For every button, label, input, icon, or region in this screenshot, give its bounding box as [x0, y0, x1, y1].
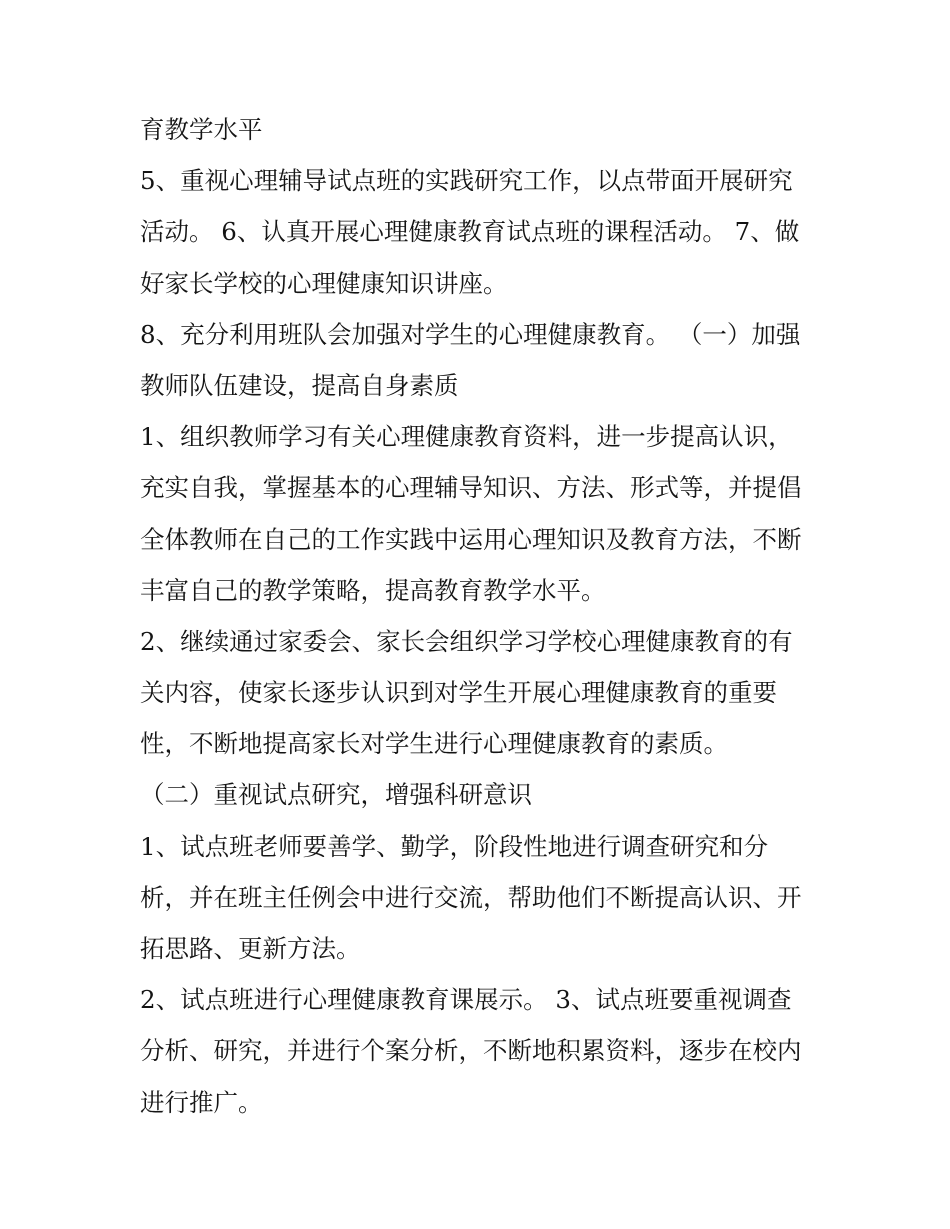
- text-line: 教师队伍建设，提高自身素质: [140, 370, 459, 400]
- text-line: 性，不断地提高家长对学生进行心理健康教育的素质。: [140, 729, 728, 759]
- text-line: 全体教师在自己的工作实践中运用心理知识及教育方法，不断: [140, 524, 802, 554]
- document-body: [140, 104, 820, 1128]
- text-line: 育教学水平: [140, 115, 263, 144]
- text-line: 析，并在班主任例会中进行交流，帮助他们不断提高认识、开: [140, 882, 802, 912]
- text-line: 2、继续通过家委会、家长会组织学习学校心理健康教育的有: [140, 626, 793, 656]
- text-line: 8、充分利用班队会加强对学生的心理健康教育。 （一）加强: [140, 319, 801, 349]
- text-line: 5、重视心理辅导试点班的实践研究工作，以点带面开展研究: [140, 166, 793, 196]
- text-line: 进行推广。: [140, 1087, 263, 1117]
- text-line: 2、试点班进行心理健康教育课展示。 3、试点班要重视调查: [140, 985, 792, 1015]
- text-line: （二）重视试点研究，增强科研意识: [140, 780, 532, 810]
- text-line: 丰富自己的教学策略，提高教育教学水平。: [140, 575, 606, 605]
- text-line: 1、试点班老师要善学、勤学，阶段性地进行调查研究和分: [140, 831, 769, 861]
- text-line: 活动。 6、认真开展心理健康教育试点班的课程活动。 7、做: [140, 217, 800, 247]
- text-line: 1、组织教师学习有关心理健康教育资料，进一步提高认识，: [140, 422, 793, 452]
- text-line: 充实自我，掌握基本的心理辅导知识、方法、形式等，并提倡: [140, 473, 802, 503]
- text-line: 拓思路、更新方法。: [140, 934, 361, 963]
- text-line: 分析、研究，并进行个案分析，不断地积累资料，逐步在校内: [140, 1036, 802, 1066]
- text-line: 关内容，使家长逐步认识到对学生开展心理健康教育的重要: [140, 678, 777, 708]
- text-line: 好家长学校的心理健康知识讲座。: [140, 268, 508, 298]
